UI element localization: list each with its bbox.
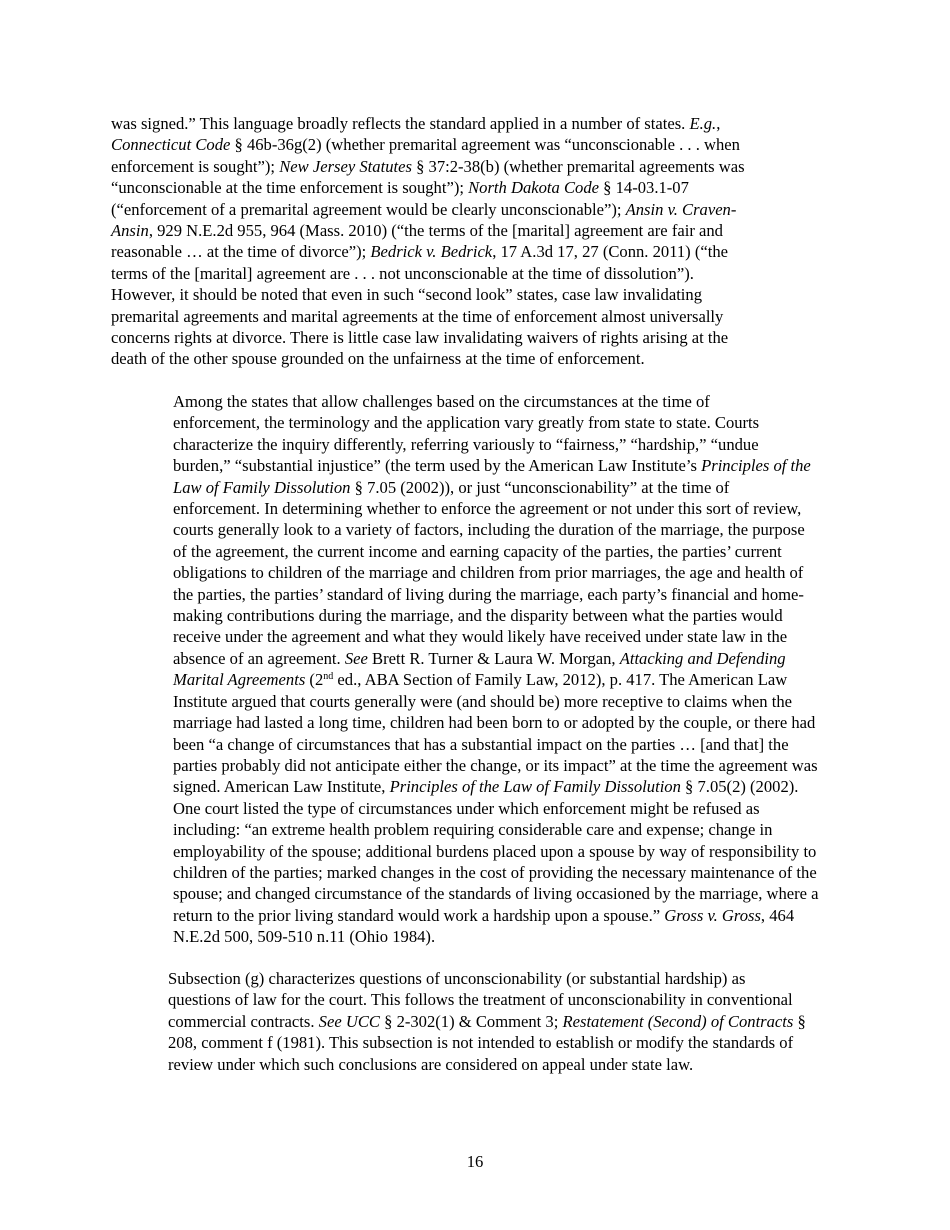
text-line: questions of law for the court. This follows the treatment of unconscionability in conventional — [168, 990, 793, 1010]
text-run: § 14-03.1-07 — [599, 178, 689, 198]
text-line: parties probably did not anticipate either the change, or its impact” at the time the agreement was — [173, 755, 818, 775]
text-line: spouse; and changed circumstance of the standards of living occasioned by the marriage, where a — [173, 884, 819, 904]
text-run: , 929 N.E.2d 955, 964 (Mass. 2010) (“the terms of the [marital] agreement are fair and — [148, 221, 723, 241]
text-line — [111, 648, 841, 669]
text-run: , — [716, 114, 721, 133]
text-line: However, it should be noted that even in such “second look” states, case law invalidating — [111, 285, 703, 305]
text-run: § 7.05(2) (2002). — [680, 777, 799, 797]
text-line: receive under the agreement and what they would likely have received under state law in the — [173, 627, 788, 647]
text-run: signed. American Law Institute, — [173, 777, 390, 797]
text-line — [111, 177, 841, 198]
text-run: § 46b-36g(2) (whether premarital agreement was “unconscionable . . . when — [230, 135, 740, 155]
text-line: N.E.2d 500, 509-510 n.11 (Ohio 1984). — [173, 927, 436, 947]
text-line: Institute argued that courts generally were (and should be) more receptive to claims when the — [173, 691, 792, 711]
text-run: burden,” “substantial injustice” (the term used by the American Law Institute’s — [173, 456, 702, 476]
text-line — [111, 156, 841, 177]
text-line: characterize the inquiry differently, referring variously to “fairness,” “hardship,” “undue — [173, 434, 759, 454]
statute-name: North Dakota Code — [468, 178, 600, 198]
text-run: absence of an agreement. — [173, 648, 345, 668]
text-run: commercial contracts. — [168, 1011, 319, 1031]
text-line — [111, 220, 841, 241]
text-run: § 2-302(1) & Comment 3; — [379, 1011, 563, 1031]
text-run: § 37:2-38(b) (whether premarital agreements was — [411, 156, 745, 176]
text-line: courts generally look to a variety of factors, including the duration of the marriage, the purpose — [173, 520, 805, 540]
text-line: the parties, the parties’ standard of living during the marriage, each party’s financial and home- — [173, 584, 804, 604]
text-run: “unconscionable at the time enforcement is sought”); — [111, 178, 469, 198]
text-line: terms of the [marital] agreement are . . . not unconscionable at the time of dissolution”). — [111, 263, 694, 283]
text-line — [111, 113, 841, 134]
text-run: , 17 A.3d 17, 27 (Conn. 2011) (“the — [492, 242, 729, 262]
paragraph-1 — [111, 113, 841, 370]
text-run: ed., ABA Section of Family Law, 2012), p. 417. The American Law — [333, 670, 788, 690]
text-line: death of the other spouse grounded on the unfairness at the time of enforcement. — [111, 349, 645, 369]
text-run: was signed.” This language broadly reflects the standard applied in a number of states. — [111, 114, 690, 133]
book-title: Marital Agreements — [173, 670, 306, 690]
text-line — [111, 1011, 841, 1032]
citation-signal: See — [344, 648, 368, 668]
page-number: 16 — [466, 1152, 484, 1171]
text-run: enforcement is sought”); — [111, 156, 280, 176]
text-run: Brett R. Turner & Laura W. Morgan, — [367, 648, 620, 668]
text-run: § — [793, 1011, 806, 1031]
text-line — [111, 669, 841, 690]
case-name: Ansin — [111, 221, 149, 241]
text-line: children of the parties; marked changes in the cost of providing the necessary maintenance of the — [173, 862, 817, 882]
text-line: Subsection (g) characterizes questions of unconscionability (or substantial hardship) as — [168, 969, 746, 988]
statute-name: Connecticut Code — [111, 135, 231, 155]
book-title: Restatement (Second) of Contracts — [562, 1011, 794, 1031]
superscript: nd — [323, 671, 334, 683]
text-line: Among the states that allow challenges based on the circumstances at the time of — [173, 392, 710, 411]
book-title: Principles of the Law of Family Dissolution — [389, 777, 681, 797]
citation-signal: See UCC — [318, 1011, 380, 1031]
text-line: obligations to children of the marriage and children from prior marriages, the age and health of — [173, 563, 804, 583]
text-line: been “a change of circumstances that has a substantial impact on the parties … [and that] the — [173, 734, 789, 754]
text-line: review under which such conclusions are considered on appeal under state law. — [168, 1054, 694, 1074]
case-name: Bedrick v. Bedrick — [370, 242, 493, 262]
text-line — [111, 455, 841, 476]
text-line: employability of the spouse; additional burdens placed upon a spouse by way of responsibility to — [173, 841, 817, 861]
text-line: including: “an extreme health problem requiring considerable care and expense; change in — [173, 820, 773, 840]
text-line — [111, 905, 841, 926]
text-line — [111, 134, 841, 155]
text-run: (“enforcement of a premarital agreement would be clearly unconscionable”); — [111, 199, 626, 219]
text-line: making contributions during the marriage, and the disparity between what the parties would — [173, 606, 783, 626]
text-line: 208, comment f (1981). This subsection is not intended to establish or modify the standards of — [168, 1033, 794, 1053]
text-line — [111, 776, 841, 797]
text-line: One court listed the type of circumstances under which enforcement might be refused as — [173, 798, 760, 818]
text-run: reasonable … at the time of divorce”); — [111, 242, 371, 262]
text-run: (2 — [305, 670, 324, 690]
text-line — [111, 241, 841, 262]
text-run: § 7.05 (2002)), or just “unconscionability” at the time of — [350, 477, 730, 497]
text-run: return to the prior living standard would work a hardship upon a spouse.” — [173, 905, 665, 925]
text-line: premarital agreements and marital agreements at the time of enforcement almost universally — [111, 306, 724, 326]
citation-signal: E.g. — [689, 114, 717, 133]
text-line — [111, 477, 841, 498]
text-line: enforcement. In determining whether to enforce the agreement or not under this sort of review, — [173, 499, 802, 519]
text-run: , 464 — [760, 905, 795, 925]
book-title: Principles of the — [701, 456, 811, 476]
text-line: concerns rights at divorce. There is little case law invalidating waivers of rights arising at the — [111, 328, 729, 348]
text-line: of the agreement, the current income and earning capacity of the parties, the parties’ current — [173, 541, 782, 561]
statute-name: New Jersey Statutes — [279, 156, 412, 176]
text-line: enforcement, the terminology and the application vary greatly from state to state. Courts — [173, 413, 760, 433]
paragraph-2 — [111, 391, 841, 948]
text-line: marriage had lasted a long time, children had been born to or adopted by the couple, or there had — [173, 713, 816, 733]
case-name: Ansin v. Craven- — [625, 199, 737, 219]
text-line — [111, 199, 841, 220]
case-name: Gross v. Gross — [664, 905, 761, 925]
book-title: Attacking and Defending — [619, 648, 786, 668]
paragraph-3 — [111, 968, 841, 1075]
book-title: Law of Family Dissolution — [173, 477, 351, 497]
